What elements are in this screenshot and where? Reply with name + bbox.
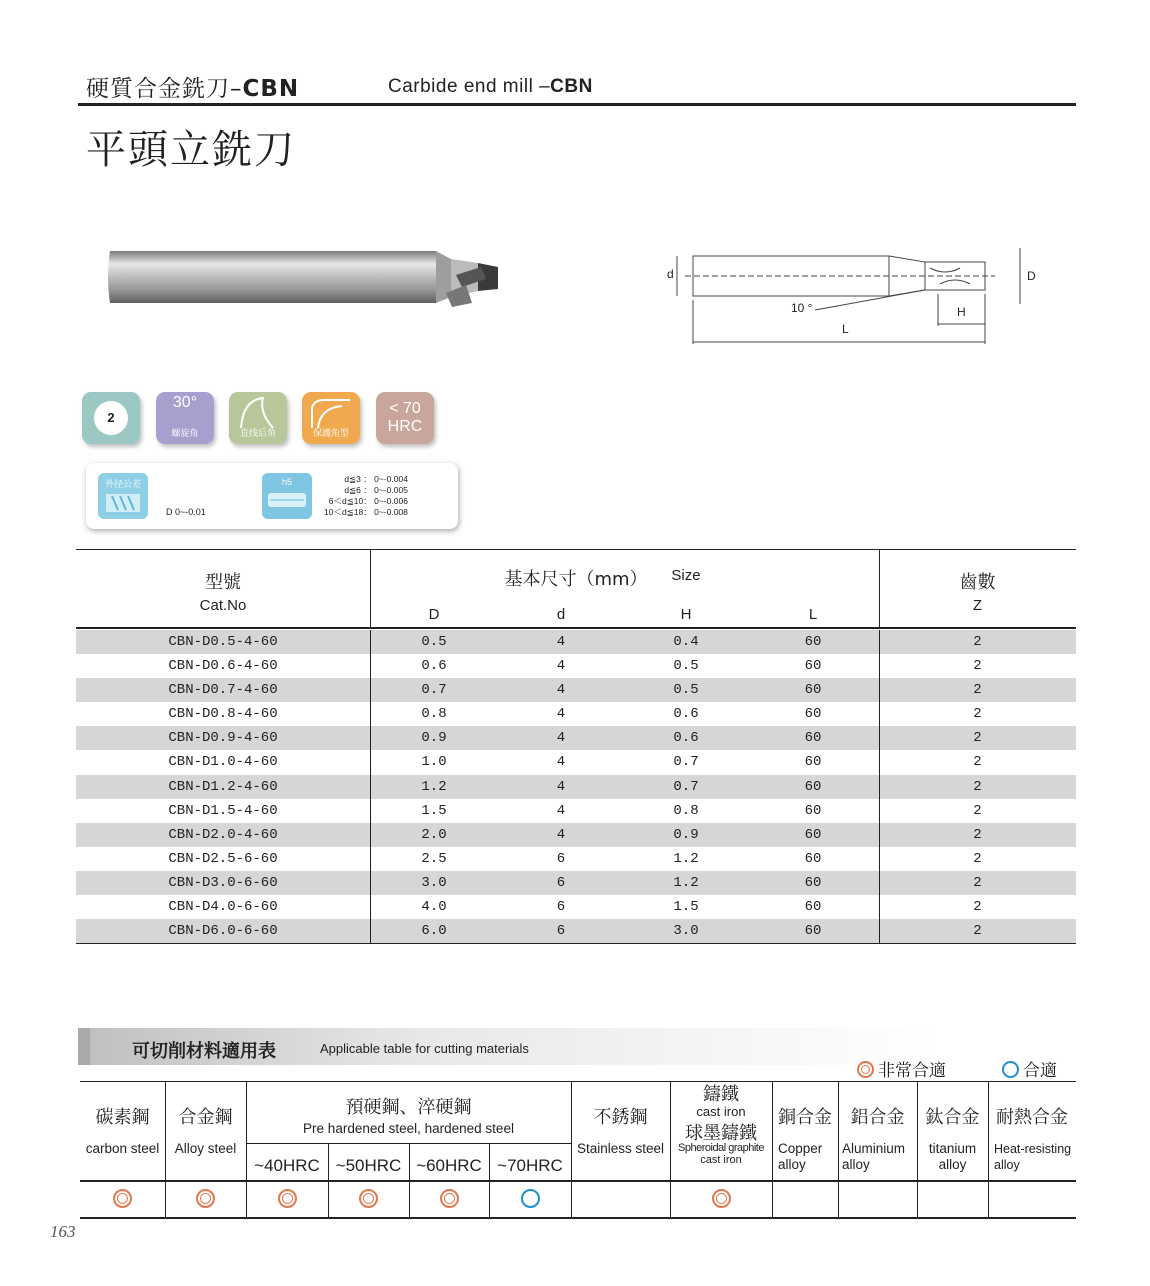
label-D: D <box>1027 269 1036 283</box>
table-row <box>76 702 1076 726</box>
cell-L: 60 <box>804 802 822 819</box>
spec-table-body <box>76 630 1076 943</box>
cell-D: 1.2 <box>421 778 447 795</box>
aluminium-cn: 鋁合金 <box>850 1107 905 1128</box>
cell-model: CBN-D6.0-6-60 <box>168 923 278 940</box>
cell-H: 3.0 <box>673 923 699 940</box>
copper-cn: 銅合金 <box>778 1107 832 1128</box>
corner-protect-label: 保護角型 <box>312 428 349 438</box>
helix-angle-label: 螺旋角 <box>171 428 199 438</box>
label-d: d <box>667 267 674 281</box>
flutes-count: 2 <box>94 401 128 435</box>
very-suitable-mark-icon <box>359 1189 378 1208</box>
cast-iron-en: cast iron <box>696 1104 746 1119</box>
table-row <box>76 630 1076 654</box>
alloy-steel-cn: 合金鋼 <box>178 1107 233 1128</box>
cell-D: 3.0 <box>421 874 447 891</box>
cell-model: CBN-D2.5-6-60 <box>168 850 278 867</box>
table-row <box>76 775 1076 799</box>
helix-angle-value: 30° <box>172 394 198 411</box>
cell-D: 1.0 <box>421 754 447 771</box>
cell-H: 1.2 <box>673 850 699 867</box>
legend-suitable: 合適 <box>1002 1056 1057 1081</box>
materials-subtitle: Applicable table for cutting materials <box>320 1041 529 1056</box>
spec-table-header <box>76 550 1076 629</box>
col-size-en: Size <box>671 567 701 584</box>
cell-L: 60 <box>804 923 822 940</box>
label-L: L <box>842 322 849 336</box>
helix-angle-badge <box>156 392 214 444</box>
table-row <box>76 823 1076 847</box>
cell-D: 0.8 <box>421 706 447 723</box>
h5-icon: h5 <box>262 473 312 519</box>
cell-d: 4 <box>556 634 566 650</box>
heat-resist-cn: 耐熱合金 <box>996 1107 1068 1128</box>
dimension-drawing <box>655 238 1055 348</box>
cell-d: 4 <box>556 802 566 819</box>
cell-Z: 2 <box>973 706 982 723</box>
end-mill-photo <box>106 245 506 325</box>
cell-Z: 2 <box>973 850 982 867</box>
col-z-cn: 齒數 <box>959 572 996 593</box>
cell-H: 0.5 <box>673 682 699 699</box>
hrc-40: ~40HRC <box>254 1156 320 1175</box>
cell-H: 0.5 <box>673 658 699 675</box>
cell-L: 60 <box>804 778 822 795</box>
hardened-steel-cn: 預硬鋼、淬硬鋼 <box>345 1097 472 1118</box>
cell-H: 1.2 <box>673 874 699 891</box>
header-rule <box>78 103 1076 106</box>
copper-en: Copper alloy <box>778 1141 823 1172</box>
cell-Z: 2 <box>973 923 982 940</box>
col-z-en: Z <box>972 597 983 614</box>
cell-H: 0.6 <box>673 730 699 747</box>
cell-L: 60 <box>804 899 822 916</box>
materials-table <box>80 1081 1076 1218</box>
cell-d: 4 <box>556 778 566 795</box>
cell-H: 0.7 <box>673 754 699 771</box>
cell-L: 60 <box>804 874 822 891</box>
cell-L: 60 <box>804 634 822 650</box>
cell-H: 0.6 <box>673 706 699 723</box>
cell-model: CBN-D0.6-4-60 <box>168 658 278 675</box>
hardened-steel-en: Pre hardened steel, hardened steel <box>303 1121 514 1136</box>
table-row <box>76 919 1076 943</box>
materials-title: 可切削材料適用表 <box>132 1041 276 1062</box>
cell-L: 60 <box>804 682 822 699</box>
cell-model: CBN-D0.7-4-60 <box>168 682 278 699</box>
col-D: D <box>428 606 440 623</box>
flutes-badge <box>82 392 140 444</box>
cell-Z: 2 <box>973 658 982 675</box>
label-angle: 10 ° <box>791 301 813 315</box>
aluminium-en: Aluminium alloy <box>842 1141 906 1172</box>
titanium-cn: 鈦合金 <box>925 1107 980 1128</box>
hrc-70: ~70HRC <box>497 1156 563 1175</box>
cell-d: 4 <box>556 706 566 723</box>
col-H: H <box>680 606 692 623</box>
cell-D: 6.0 <box>421 923 447 940</box>
stainless-en: Stainless steel <box>576 1141 665 1156</box>
cell-model: CBN-D4.0-6-60 <box>168 899 278 916</box>
cell-d: 6 <box>556 899 566 916</box>
cell-L: 60 <box>804 826 822 843</box>
page-number: 163 <box>50 1222 76 1241</box>
cell-Z: 2 <box>973 826 982 843</box>
relief-angle-badge <box>229 392 287 444</box>
very-suitable-mark-icon <box>440 1189 459 1208</box>
cell-D: 0.6 <box>421 658 447 675</box>
relief-angle-label: 直线后角 <box>239 428 276 438</box>
od-tolerance-icon: 外径公差 <box>98 473 148 519</box>
cell-Z: 2 <box>973 802 982 819</box>
cell-model: CBN-D0.9-4-60 <box>168 730 278 747</box>
table-row <box>76 750 1076 774</box>
legend-very-suitable: 非常合適 <box>857 1056 946 1081</box>
titanium-en: titanium alloy <box>928 1141 977 1172</box>
cell-d: 4 <box>556 826 566 843</box>
cell-model: CBN-D1.0-4-60 <box>168 754 278 771</box>
cell-model: CBN-D3.0-6-60 <box>168 874 278 891</box>
cell-Z: 2 <box>973 899 982 916</box>
table-row <box>76 895 1076 919</box>
table-row <box>76 654 1076 678</box>
cell-D: 0.7 <box>421 682 447 699</box>
cell-D: 2.0 <box>421 826 447 843</box>
spec-table-bottom-rule <box>76 943 1076 944</box>
table-row <box>76 871 1076 895</box>
cell-d: 6 <box>556 850 566 867</box>
cell-d: 4 <box>556 658 566 675</box>
cast-iron-cn: 鑄鐵 <box>703 1084 739 1105</box>
cell-d: 4 <box>556 754 566 771</box>
hrc-50: ~50HRC <box>335 1156 402 1175</box>
table-row <box>76 678 1076 702</box>
h5-tolerance-lines: d≦3 ： 0~-0.004 d≦6 ： 0~-0.005 6＜d≦10： 0~-0.006 10＜d≦18： 0~-0.008 <box>324 474 408 517</box>
spheroidal-en-a: Spheroidal graphite <box>678 1142 764 1154</box>
very-suitable-mark-icon <box>712 1189 731 1208</box>
table-row <box>76 726 1076 750</box>
col-size-cn: 基本尺寸（mm） <box>504 569 648 590</box>
cell-D: 0.5 <box>421 634 447 650</box>
cell-Z: 2 <box>973 682 982 699</box>
very-suitable-mark-icon <box>278 1189 297 1208</box>
spheroidal-cn: 球墨鑄鐵 <box>685 1123 757 1144</box>
blue-ring-icon <box>1002 1061 1019 1078</box>
orange-ring-icon <box>857 1061 874 1078</box>
cell-model: CBN-D2.0-4-60 <box>168 826 278 843</box>
od-tolerance-value: D 0~-0.01 <box>166 507 206 517</box>
col-model-cn: 型號 <box>205 572 241 593</box>
corner-protect-badge <box>302 392 360 444</box>
heat-resist-en: Heat-resisting alloy <box>994 1142 1072 1172</box>
cell-L: 60 <box>804 754 822 771</box>
cell-Z: 2 <box>973 634 982 650</box>
suitable-mark-icon <box>521 1189 540 1208</box>
very-suitable-mark-icon <box>113 1189 132 1208</box>
hardness-badge <box>376 392 434 444</box>
cell-L: 60 <box>804 850 822 867</box>
cell-Z: 2 <box>973 754 982 771</box>
cell-d: 4 <box>556 682 566 699</box>
cell-Z: 2 <box>973 730 982 747</box>
hrc-60: ~60HRC <box>416 1156 482 1175</box>
alloy-steel-en: Alloy steel <box>174 1141 237 1156</box>
header-cn: 硬質合金銑刀–CBN <box>86 76 300 102</box>
hardness-value: < 70 HRC <box>387 400 423 435</box>
table-row <box>76 799 1076 823</box>
cell-H: 0.8 <box>673 802 699 819</box>
cell-d: 6 <box>556 923 566 940</box>
spheroidal-en-b: cast iron <box>700 1154 742 1166</box>
cell-L: 60 <box>804 706 822 723</box>
cell-D: 0.9 <box>421 730 447 747</box>
col-model-en: Cat.No <box>199 597 247 614</box>
table-row <box>76 847 1076 871</box>
cell-model: CBN-D1.2-4-60 <box>168 778 278 795</box>
stainless-cn: 不銹鋼 <box>593 1107 648 1128</box>
cell-H: 0.7 <box>673 778 699 795</box>
cell-H: 1.5 <box>673 899 699 916</box>
cell-d: 4 <box>556 730 566 747</box>
cell-L: 60 <box>804 730 822 747</box>
cell-H: 0.9 <box>673 826 699 843</box>
carbon-steel-en: carbon steel <box>85 1141 160 1156</box>
cell-H: 0.4 <box>673 634 699 650</box>
cell-d: 6 <box>556 874 566 891</box>
label-H: H <box>957 305 966 319</box>
cell-Z: 2 <box>973 874 982 891</box>
cell-D: 2.5 <box>421 850 447 867</box>
col-L: L <box>808 606 818 623</box>
col-d: d <box>556 606 566 623</box>
cell-model: CBN-D0.5-4-60 <box>168 634 278 650</box>
page-title: 平頭立銑刀 <box>86 127 296 173</box>
cell-L: 60 <box>804 658 822 675</box>
cell-D: 4.0 <box>421 899 447 916</box>
tolerance-panel <box>86 463 458 529</box>
cell-model: CBN-D1.5-4-60 <box>168 802 278 819</box>
cell-Z: 2 <box>973 778 982 795</box>
very-suitable-mark-icon <box>196 1189 215 1208</box>
carbon-steel-cn: 碳素鋼 <box>95 1107 150 1128</box>
cell-model: CBN-D0.8-4-60 <box>168 706 278 723</box>
header-en: Carbide end mill –CBN <box>388 76 593 97</box>
cell-D: 1.5 <box>421 802 447 819</box>
